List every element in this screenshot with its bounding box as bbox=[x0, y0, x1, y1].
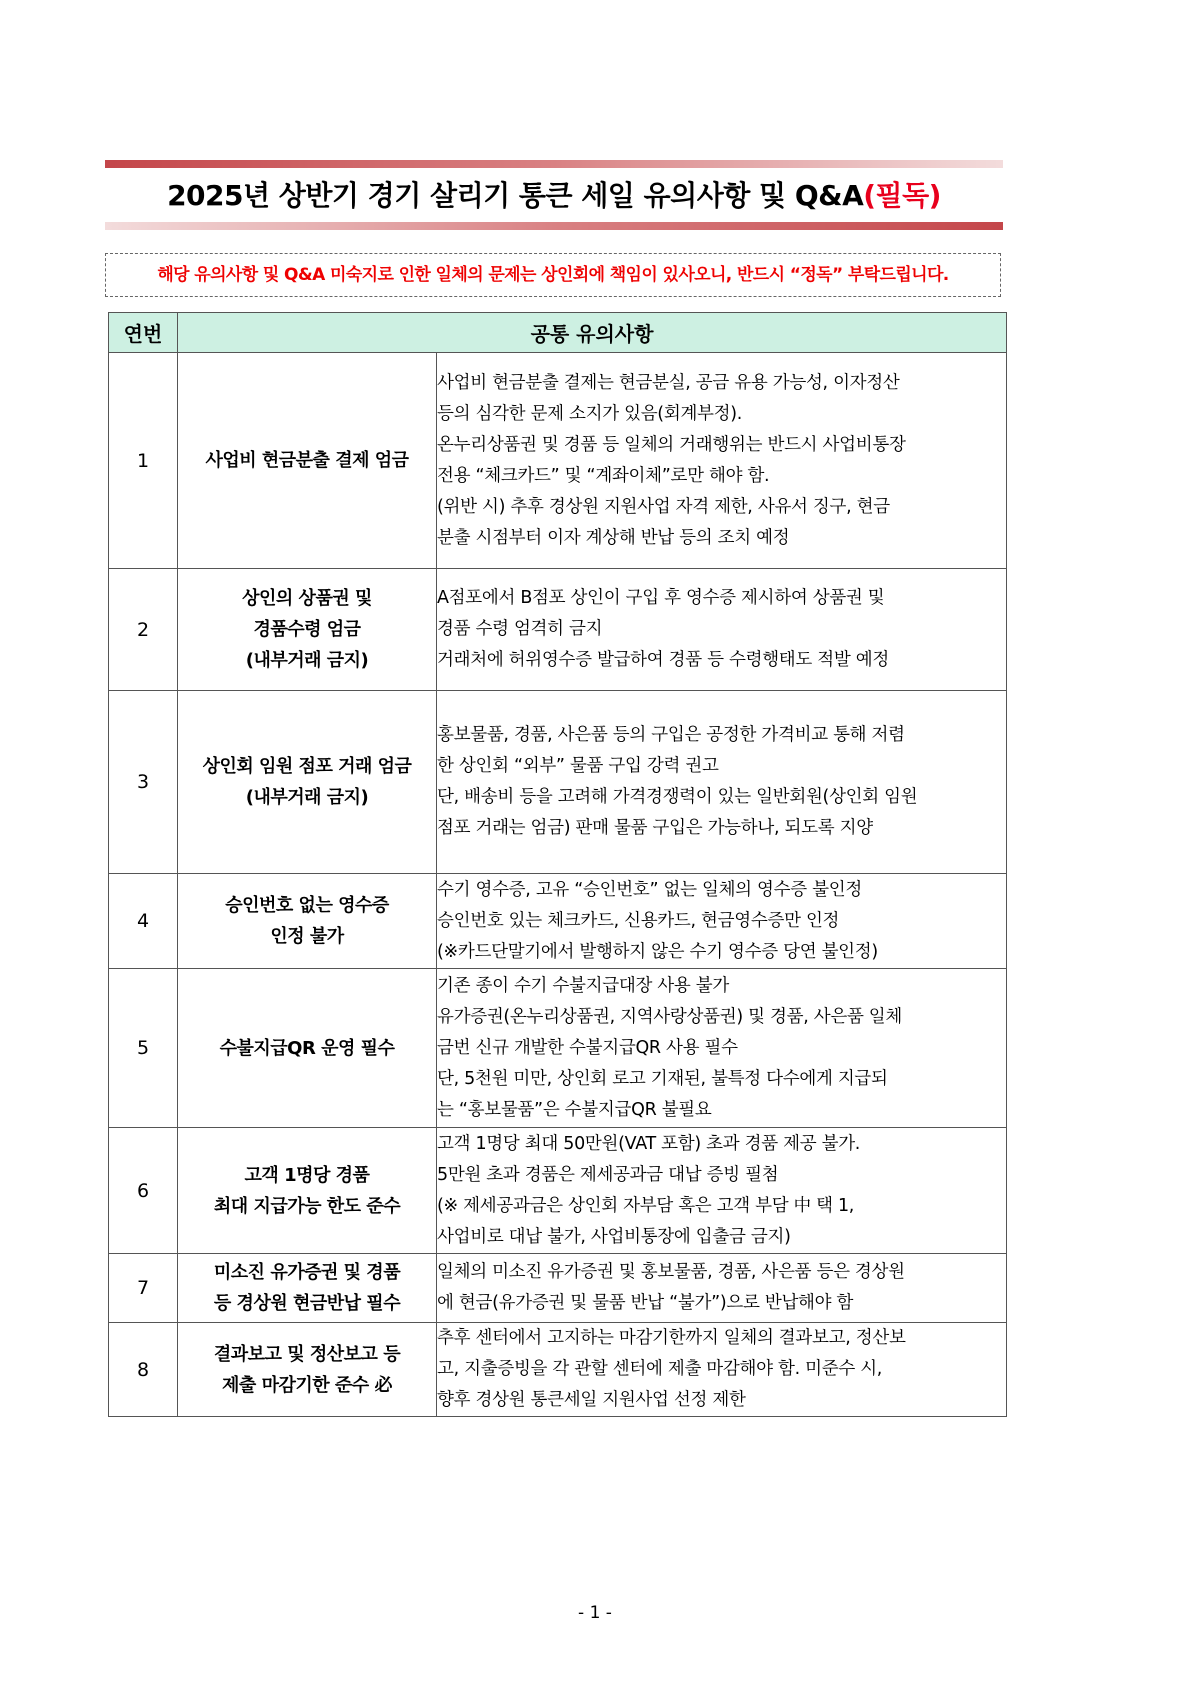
description-line: 사업비 현금분출 결제는 현금분실, 공금 유용 가능성, 이자정산 bbox=[437, 372, 900, 393]
description-line: A점포에서 B점포 상인이 구입 후 영수증 제시하여 상품권 및 bbox=[437, 588, 885, 608]
description-line: 전용 “체크카드” 및 “계좌이체”로만 해야 함. bbox=[437, 465, 770, 486]
row-description bbox=[437, 874, 1007, 969]
row-number: 7 bbox=[109, 1254, 178, 1323]
title-top-bar bbox=[105, 160, 1003, 168]
description-line: 단, 5천원 미만, 상인회 로고 기재된, 불특정 다수에게 지급되 bbox=[437, 1068, 888, 1089]
row-heading-line: 결과보고 및 정산보고 등 bbox=[213, 1343, 401, 1365]
description-line: 승인번호 있는 체크카드, 신용카드, 현금영수증만 인정 bbox=[437, 910, 840, 931]
row-heading-line: 고객 1명당 경품 bbox=[244, 1164, 370, 1186]
description-line: 고, 지출증빙을 각 관할 센터에 제출 마감해야 함. 미준수 시, bbox=[437, 1359, 883, 1379]
description-line: 한 상인회 “외부” 물품 구입 강력 권고 bbox=[437, 756, 719, 776]
row-number: 8 bbox=[109, 1323, 178, 1417]
description-line: 거래처에 허위영수증 발급하여 경품 등 수령행태도 적발 예정 bbox=[437, 650, 889, 670]
row-heading bbox=[178, 874, 437, 969]
page-title bbox=[105, 176, 1003, 216]
row-number: 2 bbox=[109, 569, 178, 691]
table-row bbox=[109, 691, 1007, 874]
row-heading-line: 등 경상원 현금반납 필수 bbox=[213, 1293, 401, 1314]
row-heading-line: 수불지급QR 운영 필수 bbox=[219, 1037, 395, 1059]
row-description bbox=[437, 569, 1007, 691]
row-heading-line: 경품수령 엄금 bbox=[253, 619, 361, 640]
title-emphasis: (필독) bbox=[863, 179, 941, 212]
row-heading bbox=[178, 353, 437, 569]
row-number: 4 bbox=[109, 874, 178, 969]
row-description bbox=[437, 353, 1007, 569]
row-description bbox=[437, 1254, 1007, 1323]
description-line: 온누리상품권 및 경품 등 일체의 거래행위는 반드시 사업비통장 bbox=[437, 434, 906, 455]
row-description bbox=[437, 1128, 1007, 1254]
description-line: (※카드단말기에서 발행하지 않은 수기 영수증 당연 불인정) bbox=[437, 941, 878, 962]
table-row bbox=[109, 969, 1007, 1128]
description-line: 는 “홍보물품”은 수불지급QR 불필요 bbox=[437, 1099, 712, 1120]
title-bottom-bar bbox=[105, 222, 1003, 230]
description-line: (위반 시) 추후 경상원 지원사업 자격 제한, 사유서 징구, 현금 bbox=[437, 496, 890, 517]
row-heading-line: 상인회 임원 점포 거래 엄금 bbox=[202, 756, 412, 777]
notice-box bbox=[105, 253, 1001, 297]
table-row bbox=[109, 569, 1007, 691]
row-heading bbox=[178, 1323, 437, 1417]
notice-text: 해당 유의사항 및 Q&A 미숙지로 인한 일체의 문제는 상인회에 책임이 있사오니, 반드시 “정독” 부탁드립니다. bbox=[157, 265, 949, 285]
description-line: 홍보물품, 경품, 사은품 등의 구입은 공정한 가격비교 통해 저렴 bbox=[437, 725, 905, 745]
table-row bbox=[109, 874, 1007, 969]
table-row bbox=[109, 1128, 1007, 1254]
description-line: (※ 제세공과금은 상인회 자부담 혹은 고객 부담 中 택 1, bbox=[437, 1195, 855, 1216]
row-heading-line: 상인의 상품권 및 bbox=[242, 588, 372, 609]
row-heading bbox=[178, 691, 437, 874]
row-heading-line: 승인번호 없는 영수증 bbox=[225, 895, 389, 916]
row-heading bbox=[178, 569, 437, 691]
row-heading bbox=[178, 969, 437, 1128]
row-heading bbox=[178, 1254, 437, 1323]
row-heading-line: 미소진 유가증권 및 경품 bbox=[213, 1262, 401, 1283]
row-number: 6 bbox=[109, 1128, 178, 1254]
description-line: 5만원 초과 경품은 제세공과금 대납 증빙 필첨 bbox=[437, 1164, 779, 1185]
description-line: 경품 수령 엄격히 금지 bbox=[437, 619, 603, 639]
description-line: 에 현금(유가증권 및 물품 반납 “불가”)으로 반납해야 함 bbox=[437, 1293, 854, 1313]
header-section: 공통 유의사항 bbox=[178, 313, 1007, 353]
description-line: 수기 영수증, 고유 “승인번호” 없는 일체의 영수증 불인정 bbox=[437, 879, 862, 900]
description-line: 금번 신규 개발한 수불지급QR 사용 필수 bbox=[437, 1037, 738, 1058]
header-number: 연번 bbox=[109, 313, 178, 353]
description-line: 기존 종이 수기 수불지급대장 사용 불가 bbox=[437, 975, 729, 996]
description-line: 분출 시점부터 이자 계상해 반납 등의 조치 예정 bbox=[437, 527, 790, 548]
row-number: 3 bbox=[109, 691, 178, 874]
row-description bbox=[437, 969, 1007, 1128]
title-main: 2025년 상반기 경기 살리기 통큰 세일 유의사항 및 Q&A bbox=[167, 179, 864, 212]
table-row bbox=[109, 1254, 1007, 1323]
description-line: 고객 1명당 최대 50만원(VAT 포함) 초과 경품 제공 불가. bbox=[437, 1133, 861, 1154]
description-line: 향후 경상원 통큰세일 지원사업 선정 제한 bbox=[437, 1390, 746, 1410]
description-line: 사업비로 대납 불가, 사업비통장에 입출금 금지) bbox=[437, 1226, 791, 1247]
description-line: 단, 배송비 등을 고려해 가격경쟁력이 있는 일반회원(상인회 임원 bbox=[437, 787, 918, 807]
description-line: 등의 심각한 문제 소지가 있음(회계부정). bbox=[437, 403, 743, 424]
description-line: 추후 센터에서 고지하는 마감기한까지 일체의 결과보고, 정산보 bbox=[437, 1328, 906, 1348]
table-header-row bbox=[109, 313, 1007, 353]
row-number: 1 bbox=[109, 353, 178, 569]
row-heading-line: (내부거래 금지) bbox=[245, 650, 369, 671]
guidelines-table bbox=[108, 312, 1007, 1417]
description-line: 일체의 미소진 유가증권 및 홍보물품, 경품, 사은품 등은 경상원 bbox=[437, 1262, 905, 1282]
row-description bbox=[437, 1323, 1007, 1417]
description-line: 유가증권(온누리상품권, 지역사랑상품권) 및 경품, 사은품 일체 bbox=[437, 1006, 903, 1027]
row-heading-line: 제출 마감기한 준수 必 bbox=[222, 1374, 392, 1396]
row-number: 5 bbox=[109, 969, 178, 1128]
table-row bbox=[109, 353, 1007, 569]
row-heading-line: 인정 불가 bbox=[270, 926, 344, 947]
row-heading-line: 최대 지급가능 한도 준수 bbox=[213, 1195, 401, 1217]
page-number: - 1 - bbox=[578, 1603, 612, 1623]
row-description bbox=[437, 691, 1007, 874]
row-heading-line: 사업비 현금분출 결제 엄금 bbox=[205, 450, 409, 471]
table-row bbox=[109, 1323, 1007, 1417]
row-heading bbox=[178, 1128, 437, 1254]
row-heading-line: (내부거래 금지) bbox=[245, 787, 369, 808]
description-line: 점포 거래는 엄금) 판매 물품 구입은 가능하나, 되도록 지양 bbox=[437, 818, 873, 838]
